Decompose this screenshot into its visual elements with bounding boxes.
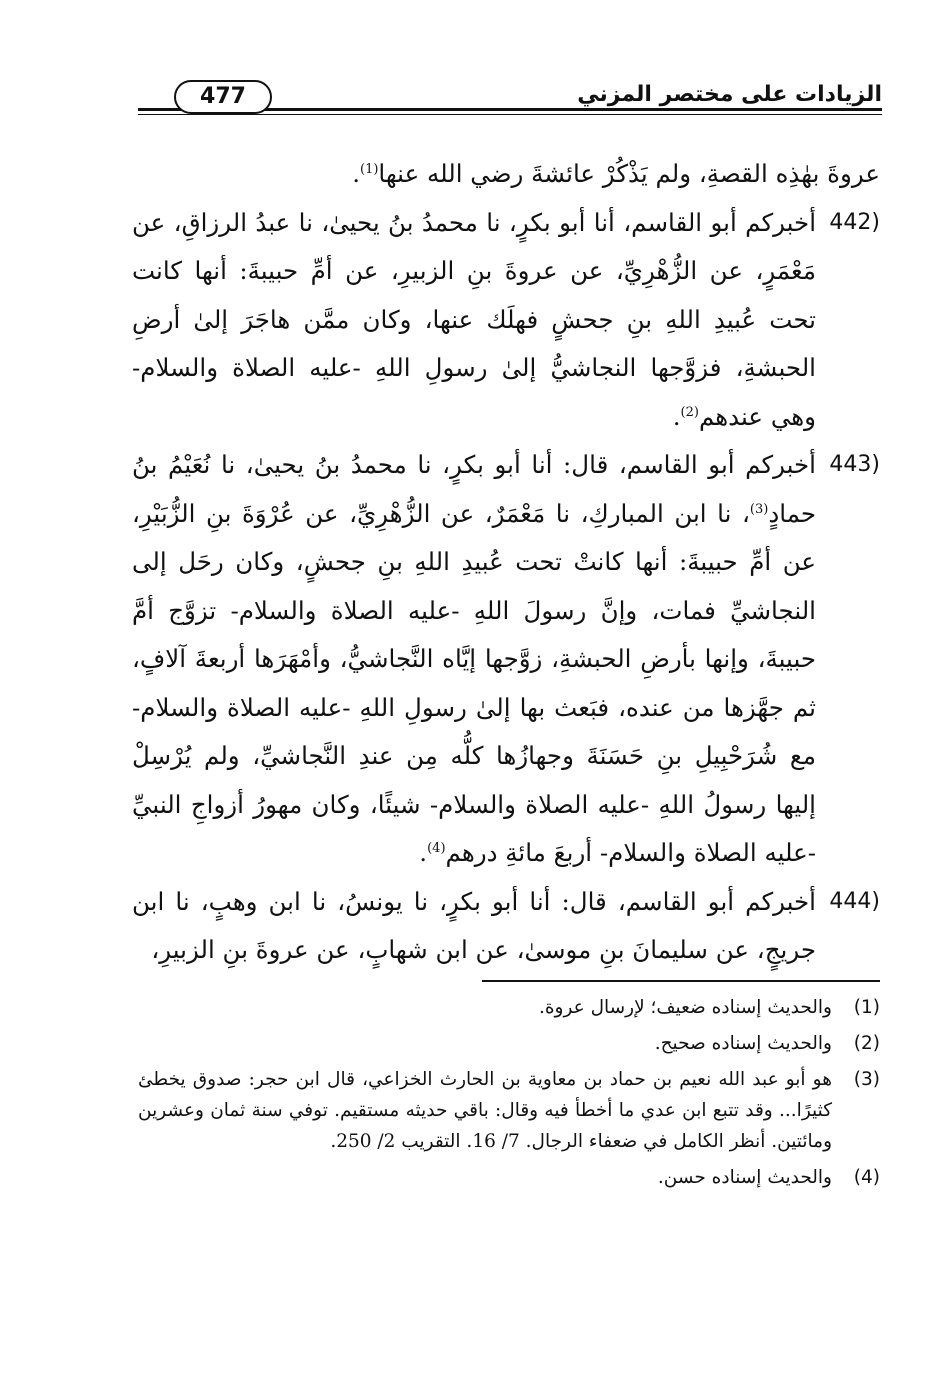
hadith-number: 442) [829, 209, 880, 235]
footnote-number: (4) [853, 1167, 880, 1188]
footnote-ref[interactable]: (4) [427, 840, 446, 856]
paragraph-continuation [132, 150, 880, 199]
paragraph-442 [132, 199, 880, 442]
header-rule-thin [138, 114, 882, 115]
paragraph-443 [132, 441, 880, 878]
footnote-text: والحديث إسناده صحيح. [654, 1033, 832, 1054]
footnote-separator [482, 980, 880, 982]
footnote-number: (2) [853, 1033, 880, 1054]
footnote-ref[interactable]: (1) [359, 161, 379, 177]
footnote-ref[interactable]: (2) [680, 404, 699, 420]
footnote-text: والحديث إسناده حسن. [657, 1167, 832, 1188]
footnote-number: (1) [853, 997, 880, 1018]
paragraph-text: عروةَ بهٰذِه القصةِ، ولم يَذْكُرْ عائشةَ رضي الله عنها$^{(1)}$. [352, 159, 880, 188]
footnote-number: (3) [853, 1069, 880, 1090]
book-title: الزيادات على مختصر المزني [577, 82, 882, 107]
paragraph-text: أخبركم أبو القاسم، قال: أنا أبو بكرٍ، نا محمدُ بنُ يحيىٰ، نا نُعَيْمُ بنُ حمادٍ$^{(3)}$، نا ابن المباركِ، نا مَعْمَرٌ، عن الزُّهْرِيِّ، عن عُرْوَةَ بنِ الزُّبَيْرِ، عن أمِّ حبيبةَ: أنها كانتْ تحت عُبيدِ اللهِ بنِ جحشٍ، وكان رحَل إلى النجاشيِّ فمات، وإنَّ رسولَ اللهِ -عليه الصلاة والسلام- تزوَّج أمَّ حبيبةَ، وإنها بأرضِ الحبشةِ، زوَّجها إيَّاه النَّجاشيُّ، وأمْهَرَها أربعةَ آلافٍ، ثم جهَّزها من عنده، فبَعث بها إلىٰ رسولِ اللهِ -عليه الصلاة والسلام- مع شُرَحْبِيلِ بنِ حَسَنَةَ وجهازُها كلُّه مِن عندِ النَّجاشيِّ، ولم يُرْسِلْ إليها رسولُ اللهِ -عليه الصلاة والسلام- شيئًا، وكان مهورُ أزواجِ النبيِّ -عليه الصلاة والسلام- أربعَ مائةِ درهم$^{(4)}$. [132, 450, 816, 867]
footnote-item [138, 1162, 880, 1193]
paragraph-text: أخبركم أبو القاسم، قال: أنا أبو بكرٍ، نا يونسُ، نا ابن وهبٍ، نا ابن جريجٍ، عن سليمانَ بنِ موسىٰ، عن ابن شهابٍ، عن عروةَ بنِ الزبيرِ، [132, 886, 816, 964]
page-number: 477 [174, 80, 272, 114]
paragraph-444 [132, 878, 880, 975]
hadith-number: 444) [829, 888, 880, 914]
page-header [138, 80, 882, 126]
hadith-number: 443) [829, 452, 880, 477]
footnotes [138, 992, 880, 1198]
footnote-item [138, 992, 880, 1023]
paragraph-text: أخبركم أبو القاسم، أنا أبو بكرٍ، نا محمدُ بنُ يحيىٰ، نا عبدُ الرزاقِ، عن مَعْمَرٍ، عن الزُّهْرِيِّ، عن عروةَ بنِ الزبيرِ، عن أمِّ حبيبةَ: أنها كانت تحت عُبيدِ اللهِ بنِ جحشٍ فهلَك عنها، وكان ممَّن هاجَرَ إلىٰ أرضِ الحبشةِ، فزوَّجها النجاشيُّ إلىٰ رسولِ اللهِ -عليه الصلاة والسلام- وهي عندهم$^{(2)}$. [132, 207, 816, 431]
footnote-text: والحديث إسناده ضعيف؛ لإرسال عروة. [538, 997, 832, 1018]
footnote-text: هو أبو عبد الله نعيم بن حماد بن معاوية بن الحارث الخزاعي، قال ابن حجر: صدوق يخطئ كثيرًا... وقد تتبع ابن عدي ما أخطأ فيه وقال: باقي حديثه مستقيم. توفي سنة ثمان وعشرين ومائتين. أنظر الكامل في ضعفاء الرجال. 7/ 16. التقريب 2/ 250. [138, 1069, 832, 1152]
footnote-item [138, 1064, 880, 1157]
main-text [132, 150, 880, 975]
footnote-ref[interactable]: (3) [749, 501, 769, 517]
footnote-item [138, 1028, 880, 1059]
